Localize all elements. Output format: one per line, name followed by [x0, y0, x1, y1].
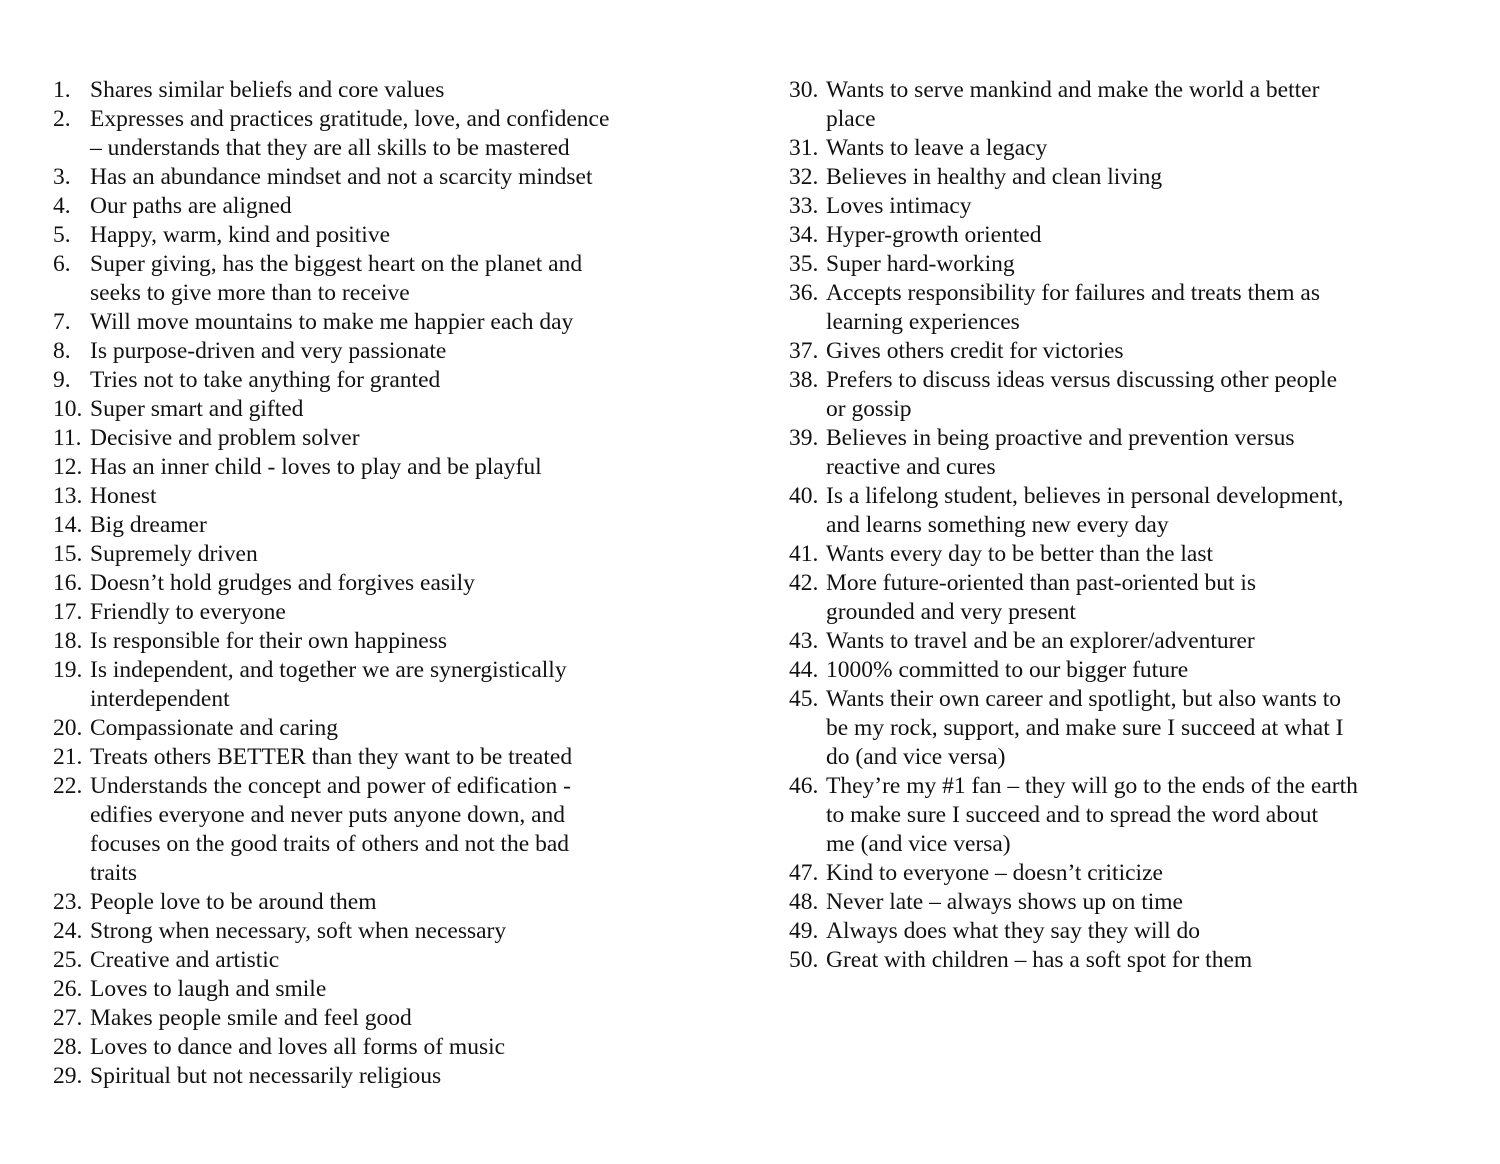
left-column-list	[53, 76, 693, 1091]
list-item	[53, 772, 693, 888]
item-number: 44.	[789, 657, 819, 683]
item-text	[90, 511, 207, 540]
item-text	[90, 424, 360, 453]
item-text-line: to make sure I succeed and to spread the word about	[826, 802, 1319, 828]
item-text-line: Loves intimacy	[826, 193, 972, 219]
item-number: 18.	[53, 628, 83, 654]
item-text	[90, 714, 338, 743]
list-item	[789, 366, 1449, 424]
item-text-line: Compassionate and caring	[90, 715, 338, 741]
item-text-line: Wants every day to be better than the last	[826, 541, 1214, 567]
item-text	[90, 656, 567, 714]
item-number: 27.	[53, 1005, 83, 1031]
item-number: 17.	[53, 599, 83, 625]
item-number: 14.	[53, 512, 83, 538]
item-number: 1.	[53, 77, 71, 103]
item-number: 49.	[789, 918, 819, 944]
list-item	[789, 772, 1449, 859]
item-text-line: Believes in being proactive and prevention versus	[826, 425, 1295, 451]
item-number: 6.	[53, 251, 71, 277]
item-text-line: Will move mountains to make me happier each day	[90, 309, 574, 335]
item-text-line: seeks to give more than to receive	[90, 280, 410, 306]
item-text-line: Wants their own career and spotlight, but also wants to	[826, 686, 1341, 712]
item-text-line: Wants to serve mankind and make the world a better	[826, 77, 1320, 103]
list-item	[53, 337, 693, 366]
list-item	[53, 76, 693, 105]
item-number: 28.	[53, 1034, 83, 1060]
item-number: 22.	[53, 773, 83, 799]
list-item	[789, 888, 1449, 917]
item-number: 31.	[789, 135, 819, 161]
item-number: 16.	[53, 570, 83, 596]
item-number: 46.	[789, 773, 819, 799]
item-text	[826, 279, 1320, 337]
item-number: 11.	[53, 425, 82, 451]
item-text-line: grounded and very present	[826, 599, 1076, 625]
item-text-line: They’re my #1 fan – they will go to the ends of the earth	[826, 773, 1358, 799]
item-text-line: Loves to laugh and smile	[90, 976, 327, 1002]
item-text-line: Makes people smile and feel good	[90, 1005, 412, 1031]
item-text-line: Doesn’t hold grudges and forgives easily	[90, 570, 475, 596]
list-item	[53, 975, 693, 1004]
item-text	[90, 76, 444, 105]
item-number: 29.	[53, 1063, 83, 1089]
item-text-line: Wants to travel and be an explorer/adventurer	[826, 628, 1255, 654]
item-number: 2.	[53, 106, 71, 132]
list-item	[53, 714, 693, 743]
list-item	[53, 1062, 693, 1091]
list-item	[53, 888, 693, 917]
list-item	[53, 569, 693, 598]
list-item	[789, 685, 1449, 772]
item-number: 39.	[789, 425, 819, 451]
item-text-line: me (and vice versa)	[826, 831, 1011, 857]
item-number: 43.	[789, 628, 819, 654]
item-text	[90, 221, 390, 250]
list-item	[789, 656, 1449, 685]
item-number: 36.	[789, 280, 819, 306]
item-text-line: Great with children – has a soft spot for them	[826, 947, 1253, 973]
list-item	[789, 859, 1449, 888]
item-text	[90, 772, 571, 888]
item-text	[90, 337, 446, 366]
list-item	[789, 917, 1449, 946]
item-text	[90, 540, 258, 569]
item-text	[826, 250, 1015, 279]
list-item	[53, 395, 693, 424]
item-text	[826, 569, 1256, 627]
list-item	[789, 424, 1449, 482]
list-item	[53, 250, 693, 308]
list-item	[789, 627, 1449, 656]
item-text	[826, 859, 1163, 888]
item-text	[90, 598, 286, 627]
list-item	[53, 946, 693, 975]
item-text	[90, 743, 572, 772]
list-item	[53, 482, 693, 511]
item-text-line: Super smart and gifted	[90, 396, 304, 422]
item-number: 40.	[789, 483, 819, 509]
item-text	[826, 888, 1183, 917]
item-text-line: Friendly to everyone	[90, 599, 286, 625]
list-item	[53, 917, 693, 946]
item-text	[90, 1004, 412, 1033]
item-text-line: Has an inner child - loves to play and be playful	[90, 454, 542, 480]
list-item	[789, 134, 1449, 163]
item-number: 42.	[789, 570, 819, 596]
item-text-line: Wants to leave a legacy	[826, 135, 1048, 161]
item-number: 10.	[53, 396, 83, 422]
item-text-line: reactive and cures	[826, 454, 996, 480]
item-text	[826, 685, 1343, 772]
item-text-line: Kind to everyone – doesn’t criticize	[826, 860, 1163, 886]
item-text	[826, 337, 1124, 366]
item-text-line: Believes in healthy and clean living	[826, 164, 1163, 190]
item-text-line: Gives others credit for victories	[826, 338, 1124, 364]
item-text	[90, 366, 440, 395]
item-number: 7.	[53, 309, 71, 335]
item-text-line: Never late – always shows up on time	[826, 889, 1183, 915]
item-text	[90, 105, 609, 163]
item-number: 38.	[789, 367, 819, 393]
item-text-line: Prefers to discuss ideas versus discussing other people	[826, 367, 1338, 393]
item-text-line: traits	[90, 860, 137, 886]
item-text-line: More future-oriented than past-oriented but is	[826, 570, 1257, 596]
item-text	[90, 250, 582, 308]
right-column-list	[789, 76, 1449, 975]
list-item	[53, 105, 693, 163]
list-item	[789, 250, 1449, 279]
item-text	[826, 482, 1344, 540]
list-item	[53, 424, 693, 453]
item-text-line: Our paths are aligned	[90, 193, 292, 219]
item-number: 37.	[789, 338, 819, 364]
item-text	[90, 569, 475, 598]
item-number: 33.	[789, 193, 819, 219]
item-text-line: Treats others BETTER than they want to be treated	[90, 744, 573, 770]
item-text	[826, 366, 1337, 424]
item-text	[826, 163, 1162, 192]
list-item	[789, 192, 1449, 221]
item-number: 23.	[53, 889, 83, 915]
item-text-line: People love to be around them	[90, 889, 377, 915]
item-text	[90, 888, 377, 917]
list-item	[53, 453, 693, 482]
item-text-line: Has an abundance mindset and not a scarcity mindset	[90, 164, 593, 190]
item-number: 20.	[53, 715, 83, 741]
item-text-line: Decisive and problem solver	[90, 425, 360, 451]
item-text-line: edifies everyone and never puts anyone down, and	[90, 802, 566, 828]
item-text	[826, 424, 1295, 482]
item-text-line: Expresses and practices gratitude, love, and confidence	[90, 106, 610, 132]
item-text	[826, 540, 1213, 569]
item-text-line: Hyper-growth oriented	[826, 222, 1042, 248]
item-number: 25.	[53, 947, 83, 973]
item-number: 35.	[789, 251, 819, 277]
item-text	[826, 772, 1358, 859]
list-item	[53, 192, 693, 221]
item-text	[826, 192, 972, 221]
item-number: 48.	[789, 889, 819, 915]
item-text-line: – understands that they are all skills to be mastered	[90, 135, 570, 161]
list-item	[53, 163, 693, 192]
item-number: 41.	[789, 541, 819, 567]
item-text-line: focuses on the good traits of others and not the bad	[90, 831, 570, 857]
item-text-line: 1000% committed to our bigger future	[826, 657, 1189, 683]
item-text-line: Is responsible for their own happiness	[90, 628, 447, 654]
item-text	[90, 975, 326, 1004]
item-text	[826, 627, 1255, 656]
item-text	[90, 946, 279, 975]
list-item	[53, 1004, 693, 1033]
item-text	[826, 917, 1200, 946]
item-number: 21.	[53, 744, 83, 770]
item-text-line: Is purpose-driven and very passionate	[90, 338, 447, 364]
item-number: 3.	[53, 164, 71, 190]
item-text	[90, 453, 542, 482]
list-item	[53, 1033, 693, 1062]
item-text-line: Creative and artistic	[90, 947, 280, 973]
list-item	[789, 76, 1449, 134]
item-text	[90, 192, 292, 221]
item-number: 24.	[53, 918, 83, 944]
list-item	[53, 308, 693, 337]
item-number: 12.	[53, 454, 83, 480]
item-text-line: Tries not to take anything for granted	[90, 367, 441, 393]
item-text-line: Understands the concept and power of edification -	[90, 773, 571, 799]
item-text-line: Honest	[90, 483, 157, 509]
item-number: 19.	[53, 657, 83, 683]
item-text-line: Loves to dance and loves all forms of music	[90, 1034, 506, 1060]
item-number: 9.	[53, 367, 71, 393]
item-text	[90, 1033, 505, 1062]
item-number: 45.	[789, 686, 819, 712]
list-item	[53, 540, 693, 569]
item-number: 32.	[789, 164, 819, 190]
list-item	[789, 279, 1449, 337]
item-text-line: Strong when necessary, soft when necessary	[90, 918, 507, 944]
item-number: 5.	[53, 222, 71, 248]
item-number: 13.	[53, 483, 83, 509]
list-item	[789, 163, 1449, 192]
item-text-line: Always does what they say they will do	[826, 918, 1200, 944]
item-text-line: do (and vice versa)	[826, 744, 1006, 770]
item-text	[826, 221, 1042, 250]
list-item	[789, 482, 1449, 540]
item-text	[90, 627, 447, 656]
item-text	[826, 76, 1319, 134]
item-number: 30.	[789, 77, 819, 103]
list-item	[789, 569, 1449, 627]
item-text-line: Accepts responsibility for failures and treats them as	[826, 280, 1321, 306]
item-text-line: Super giving, has the biggest heart on the planet and	[90, 251, 583, 277]
item-text	[90, 395, 303, 424]
item-text	[826, 656, 1188, 685]
item-number: 4.	[53, 193, 71, 219]
list-item	[53, 656, 693, 714]
item-text-line: or gossip	[826, 396, 912, 422]
item-text-line: place	[826, 106, 876, 132]
list-item	[789, 540, 1449, 569]
list-item	[53, 366, 693, 395]
list-item	[53, 598, 693, 627]
item-text-line: Is a lifelong student, believes in personal development,	[826, 483, 1344, 509]
list-item	[53, 743, 693, 772]
item-text-line: Happy, warm, kind and positive	[90, 222, 391, 248]
item-number: 26.	[53, 976, 83, 1002]
list-item	[53, 511, 693, 540]
list-item	[789, 221, 1449, 250]
list-item	[53, 627, 693, 656]
item-text	[90, 308, 573, 337]
item-text-line: interdependent	[90, 686, 230, 712]
item-number: 8.	[53, 338, 71, 364]
item-text-line: Big dreamer	[90, 512, 207, 538]
item-text-line: Shares similar beliefs and core values	[90, 77, 445, 103]
list-item	[789, 946, 1449, 975]
item-text-line: and learns something new every day	[826, 512, 1169, 538]
item-text-line: Is independent, and together we are synergistically	[90, 657, 567, 683]
item-number: 50.	[789, 947, 819, 973]
item-text	[90, 482, 157, 511]
item-number: 34.	[789, 222, 819, 248]
item-text	[90, 163, 593, 192]
item-text	[90, 1062, 441, 1091]
item-text-line: be my rock, support, and make sure I succeed at what I	[826, 715, 1344, 741]
item-text-line: Supremely driven	[90, 541, 258, 567]
item-number: 15.	[53, 541, 83, 567]
item-text	[826, 946, 1252, 975]
item-text	[826, 134, 1047, 163]
item-text-line: Super hard-working	[826, 251, 1015, 277]
list-item	[53, 221, 693, 250]
item-number: 47.	[789, 860, 819, 886]
item-text	[90, 917, 506, 946]
item-text-line: learning experiences	[826, 309, 1020, 335]
list-item	[789, 337, 1449, 366]
item-text-line: Spiritual but not necessarily religious	[90, 1063, 442, 1089]
